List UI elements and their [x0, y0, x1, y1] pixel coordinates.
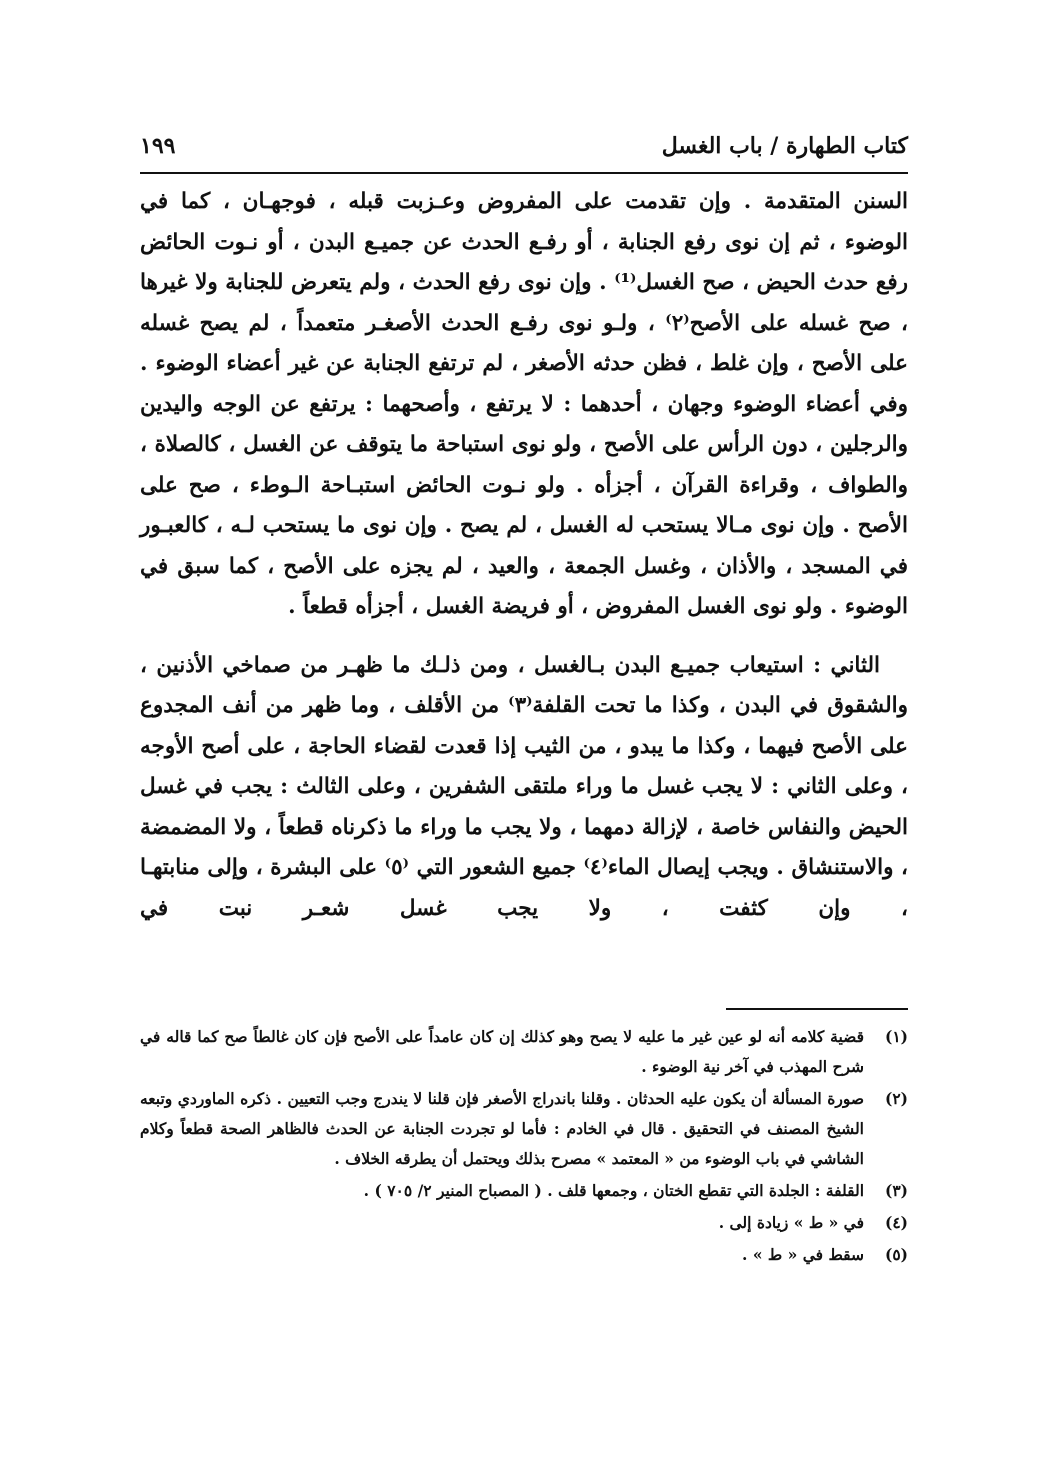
header-divider	[140, 172, 908, 174]
footnote-number: (٣)	[884, 1181, 908, 1200]
footnote-number: (٤)	[884, 1213, 908, 1232]
paragraph: الثاني : استيعاب جميـع البدن بـالغسل ، ومن ذلـك ما ظهـر من صماخي الأذنين ، والشقوق في البدن ، وكذا ما تحت القلفة⁽٣⁾ من الأقلف ، وما ظهر من أنف المجدوع على الأصح فيهما ، وكذا ما يبدو ، من الثيب إذا قعدت لقضاء الحاجة ، على أصح الأوجه ، وعلى الثاني : لا يجب غسل ما وراء ملتقى الشفرين ، وعلى الثالث : يجب في غسل الحيض والنفاس خاصة ، لإزالة دمهما ، ولا يجب ما وراء ما ذكرناه قطعاً ، ولا المضمضة ، والاستنشاق . ويجب إيصال الماء⁽٤⁾ جميع الشعور التي ⁽٥⁾ على البشرة ، وإلى منابتهـا ، وإن كثفت ، ولا يجب غسل شعـر نبت في	[140, 652, 908, 921]
running-title: كتاب الطهارة / باب الغسل	[661, 133, 908, 159]
footnote	[140, 1240, 908, 1270]
footnotes	[140, 1022, 908, 1270]
footnote	[140, 1022, 908, 1082]
page-number: ١٩٩	[140, 133, 176, 159]
footnote-text: في « ط » زيادة إلى .	[718, 1213, 864, 1232]
footnote	[140, 1208, 908, 1238]
paragraph: السنن المتقدمة . وإن تقدمت على المفروض وعـزبت قبله ، فوجهـان ، كما في الوضوء ، ثم إن نوى رفع الجنابة ، أو رفـع الحدث عن جميـع البدن ، أو نـوت الحائض رفع حدث الحيض ، صح الغسل⁽¹⁾ . وإن نوى رفع الحدث ، ولم يتعرض للجنابة ولا غيرها ، صح غسله على الأصح⁽٢⁾ ، ولـو نوى رفـع الحدث الأصغـر متعمداً ، لم يصح غسله على الأصح ، وإن غلط ، فظن حدثه الأصغر ، لم ترتفع الجنابة عن غير أعضاء الوضوء . وفي أعضاء الوضوء وجهان ، أحدهما : لا يرتفع ، وأصحهما : يرتفع عن الوجه واليدين والرجلين ، دون الرأس على الأصح ، ولو نوى استباحة ما يتوقف عن الغسل ، كالصلاة ، والطواف ، وقراءة القرآن ، أجزأه . ولو نـوت الحائض استبـاحة الـوطء ، صح على الأصح . وإن نوى مـالا يستحب له الغسل ، لم يصح . وإن نوى ما يستحب لـه ، كالعبـور في المسجد ، والأذان ، وغسل الجمعة ، والعيد ، لم يجزه على الأصح ، كما سبق في الوضوء . ولو نوى الغسل المفروض ، أو فريضة الغسل ، أجزأه قطعاً .	[140, 189, 908, 619]
footnote-text: القلفة : الجلدة التي تقطع الختان ، وجمعها قلف . ( المصباح المنير ٢/ ٧٠٥ ) .	[363, 1181, 864, 1200]
footnote	[140, 1176, 908, 1206]
footnote-text: قضية كلامه أنه لو عين غير ما عليه لا يصح وهو كذلك إن كان عامداً على الأصح فإن كان غالطاً صح كما قاله في شرح المهذب في آخر نية الوضوء .	[140, 1027, 864, 1076]
main-text	[140, 182, 908, 929]
footnote-number: (٥)	[884, 1245, 908, 1264]
footnote-text: صورة المسألة أن يكون عليه الحدثان . وقلنا باندراج الأصغر فإن قلنا لا يندرج وجب التعيين . ذكره الماوردي وتبعه الشيخ المصنف في التحقيق . قال في الخادم : فأما لو تجردت الجنابة عن الحدث فالظاهر الصحة قطعاً وكلام الشاشي في باب الوضوء من « المعتمد » مصرح بذلك ويحتمل أن يطرقه الخلاف .	[140, 1089, 864, 1168]
footnote-divider	[726, 1008, 908, 1010]
footnote-number: (١)	[884, 1027, 908, 1046]
page-header	[140, 128, 908, 174]
footnote-number: (٢)	[884, 1089, 908, 1108]
footnote	[140, 1084, 908, 1174]
footnote-text: سقط في « ط » .	[742, 1245, 864, 1264]
